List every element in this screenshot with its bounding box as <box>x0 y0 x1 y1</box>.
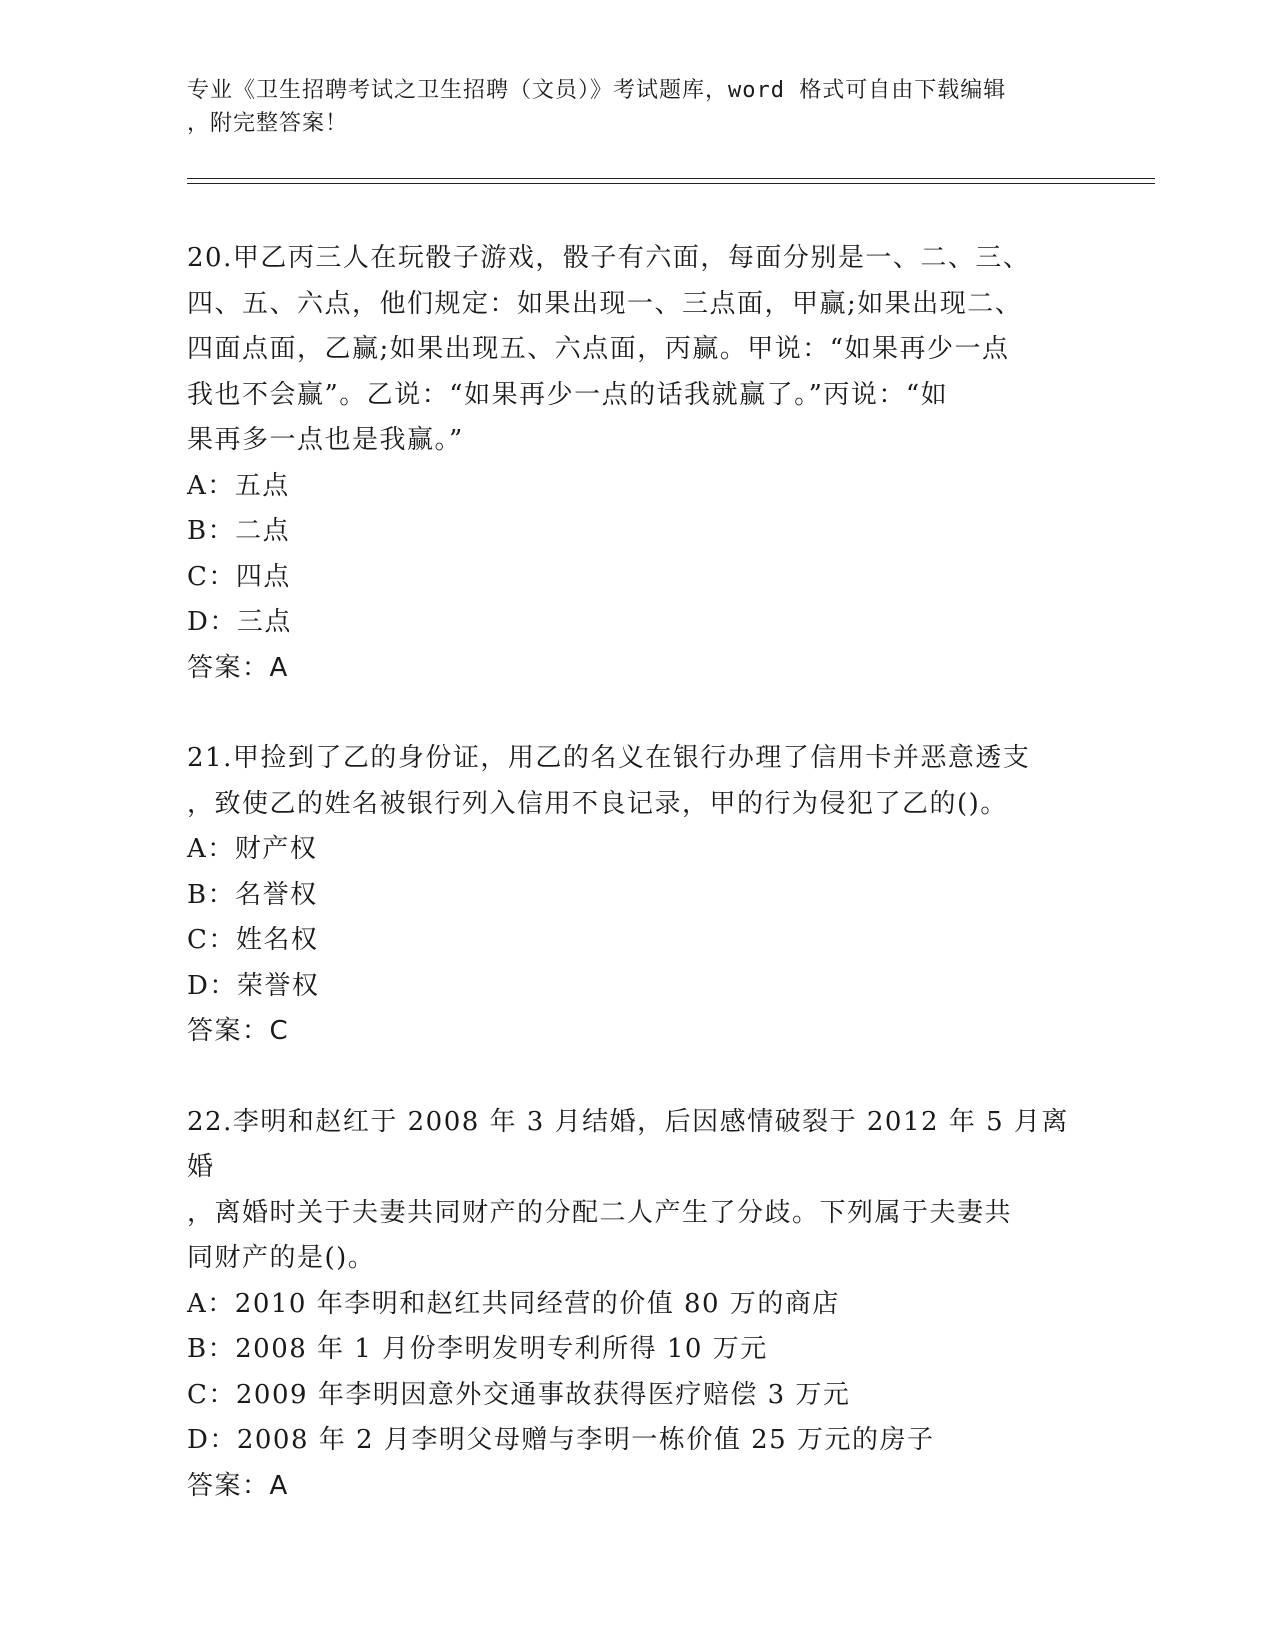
option-c: C：姓名权 <box>187 925 319 955</box>
document-header <box>187 74 1077 140</box>
question-text-line: 果再多一点也是我赢。” <box>187 425 464 455</box>
question-list <box>187 236 1087 1509</box>
question-text-line: 我也不会赢”。乙说：“如果再少一点的话我就赢了。”丙说：“如 <box>187 379 949 410</box>
option-b: B：名誉权 <box>187 879 318 910</box>
question-text <box>187 236 1087 464</box>
question-21 <box>187 736 1087 1055</box>
option-b: B：二点 <box>187 516 291 546</box>
header-title-line-2: ，附完整答案！ <box>187 111 349 136</box>
header-title-line-1: 专业《卫生招聘考试之卫生招聘（文员）》考试题库，word 格式可自由下载编辑 <box>187 78 1007 103</box>
answer-label: 答案：A <box>187 1470 289 1501</box>
question-text-line: 同财产的是()。 <box>187 1243 376 1273</box>
question-22 <box>187 1100 1087 1510</box>
question-text-line: 22.李明和赵红于 2008 年 3 月结婚，后因感情破裂于 2012 年 5 月离婚 <box>187 1106 1069 1182</box>
question-text-line: 21.甲捡到了乙的身份证，用乙的名义在银行办理了信用卡并恶意透支 <box>187 743 1031 773</box>
header-rule-bottom <box>187 183 1155 184</box>
option-a: A：2010 年李明和赵红共同经营的价值 80 万的商店 <box>187 1288 840 1319</box>
answer-label: 答案：A <box>187 652 289 683</box>
question-text-line: ，离婚时关于夫妻共同财产的分配二人产生了分歧。下列属于夫妻共 <box>187 1197 1013 1228</box>
question-text-line: 四、五、六点，他们规定：如果出现一、三点面，甲赢;如果出现二、 <box>187 288 1023 319</box>
question-text <box>187 736 1087 827</box>
question-text <box>187 1100 1087 1282</box>
option-d: D：三点 <box>187 607 292 637</box>
option-d: D：2008 年 2 月李明父母赠与李明一栋价值 25 万元的房子 <box>187 1425 935 1455</box>
question-20 <box>187 236 1087 691</box>
question-spacer <box>187 691 1087 736</box>
option-a: A：财产权 <box>187 834 318 864</box>
question-text-line: ，致使乙的姓名被银行列入信用不良记录，甲的行为侵犯了乙的()。 <box>187 788 1008 819</box>
question-spacer <box>187 1055 1087 1100</box>
question-text-line: 20.甲乙丙三人在玩骰子游戏，骰子有六面，每面分别是一、二、三、 <box>187 243 1031 273</box>
option-d: D：荣誉权 <box>187 970 320 1001</box>
header-rule-top <box>187 178 1155 179</box>
option-a: A：五点 <box>187 470 290 501</box>
option-c: C：2009 年李明因意外交通事故获得医疗赔偿 3 万元 <box>187 1379 851 1410</box>
answer-label: 答案：C <box>187 1016 290 1046</box>
option-b: B：2008 年 1 月份李明发明专利所得 10 万元 <box>187 1334 768 1364</box>
question-text-line: 四面点面，乙赢;如果出现五、六点面，丙赢。甲说：“如果再少一点 <box>187 334 1010 364</box>
option-c: C：四点 <box>187 561 291 592</box>
